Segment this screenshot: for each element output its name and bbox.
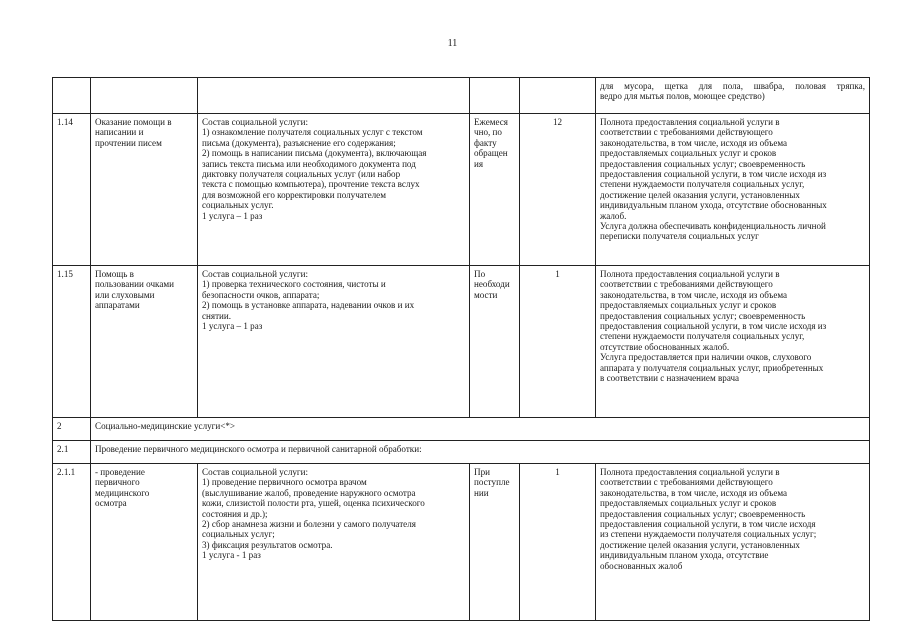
services-table-body xyxy=(53,78,870,621)
text-line: достижение целей оказания услуги, установленных xyxy=(600,189,800,200)
text-line: соответствии с требованиями действующего xyxy=(600,127,773,138)
text-line: мости xyxy=(474,289,498,300)
text-line: социальных услуг. xyxy=(202,200,274,211)
text-line: текста с помощью компьютера), прочтение текста вслух xyxy=(202,179,420,190)
text-line: 1 услуга – 1 раз xyxy=(202,210,263,221)
text-line: прочтении писем xyxy=(95,137,162,148)
text-line: состояния и др.); xyxy=(202,508,268,519)
text-line: 1) проведение первичного осмотра врачом xyxy=(202,477,367,488)
text-line: нии xyxy=(474,487,489,498)
services-table xyxy=(52,77,870,621)
text-line: Ежемеся xyxy=(474,117,508,127)
text-line: достижение целей оказания услуги, установленных xyxy=(600,539,800,550)
text-line: или слуховыми xyxy=(95,289,155,300)
text-line: снятии. xyxy=(202,310,232,321)
code-cell: 1.14 xyxy=(53,114,91,266)
section-row xyxy=(53,441,870,464)
quality-cell xyxy=(596,114,870,266)
text-line: ия xyxy=(474,158,484,169)
empty-cell xyxy=(470,78,520,114)
text-line: поступле xyxy=(474,477,510,488)
text-line: Состав социальной услуги: xyxy=(202,467,309,477)
text-line: законодательства, в том числе, исходя из объема xyxy=(600,487,788,498)
periodicity-cell xyxy=(470,464,520,621)
text-line: Состав социальной услуги: xyxy=(202,269,309,279)
text-line: 1 услуга - 1 раз xyxy=(202,550,261,561)
text-line: соответствии с требованиями действующего xyxy=(600,279,773,290)
text-line: для возможной его корректировки получателем xyxy=(202,189,386,200)
text-line: Помощь в xyxy=(95,269,134,279)
quality-cell xyxy=(596,78,870,114)
quality-cell xyxy=(596,266,870,418)
periodicity-cell xyxy=(470,266,520,418)
text-line: 1) проверка технического состояния, чистоты и xyxy=(202,279,386,290)
code-cell: 2 xyxy=(53,418,91,441)
text-line: предоставления социальной услуги, в том числе исходя из xyxy=(600,321,827,332)
code-cell: 1.15 xyxy=(53,266,91,418)
text-line: обоснованных жалоб xyxy=(600,560,683,571)
text-line: 2) помощь в написании письма (документа), включающая xyxy=(202,148,427,159)
text-line: запись текста письма или необходимого документа под xyxy=(202,158,416,169)
table-row xyxy=(53,114,870,266)
service-name-cell xyxy=(91,266,198,418)
text-line: 3) фиксация результатов осмотра. xyxy=(202,539,333,550)
text-line: обращен xyxy=(474,148,508,159)
quantity-cell: 12 xyxy=(520,114,596,266)
text-line: Полнота предоставления социальной услуги в xyxy=(600,117,780,127)
empty-cell xyxy=(198,78,470,114)
text-line: кожи, слизистой полости рта, ушей, оценка психического xyxy=(202,498,425,509)
text-line: 2) сбор анамнеза жизни и болезни у самого получателя xyxy=(202,519,416,530)
text-line: предоставления социальных услуг; своевременность xyxy=(600,158,806,169)
text-line: законодательства, в том числе, исходя из объема xyxy=(600,289,788,300)
text-line: 1) ознакомление получателя социальных услуг с текстом xyxy=(202,127,423,138)
text-line: степени нуждаемости получателя социальных услуг, xyxy=(600,331,805,342)
text-line: диктовку получателя социальных услуг (или набор xyxy=(202,169,401,180)
text-line: Услуга должна обеспечивать конфиденциальность личной xyxy=(600,221,826,232)
section-row xyxy=(53,418,870,441)
text-line: Состав социальной услуги: xyxy=(202,117,309,127)
text-line: медицинского xyxy=(95,487,150,498)
service-content-cell xyxy=(198,464,470,621)
page-number: 11 xyxy=(447,38,458,49)
text-line: законодательства, в том числе, исходя из объема xyxy=(600,137,788,148)
text-line: предоставления социальной услуги, в том числе исходя xyxy=(600,519,816,530)
text-line: аппаратами xyxy=(95,300,140,311)
empty-cell xyxy=(520,78,596,114)
text-line: первичного xyxy=(95,477,140,488)
section-title: Социально-медицинские услуги<*> xyxy=(91,418,870,441)
quantity-cell: 1 xyxy=(520,464,596,621)
code-cell: 2.1.1 xyxy=(53,464,91,621)
empty-cell xyxy=(53,78,91,114)
text-line: из степени нуждаемости получателя социальных услуг; xyxy=(600,529,817,540)
text-line: чно, по xyxy=(474,127,502,138)
text-line: аппарата у получателя социальных услуг, приобретенных xyxy=(600,362,824,373)
text-line: 2) помощь в установке аппарата, надевании очков и их xyxy=(202,300,415,311)
text-line: жалоб. xyxy=(600,210,627,221)
text-line: ведро для мытья полов, моющее средство) xyxy=(600,91,765,102)
quality-cell xyxy=(596,464,870,621)
text-line: Услуга предоставляется при наличии очков, слухового xyxy=(600,352,812,363)
text-line: необходи xyxy=(474,279,510,290)
text-line: в соответствии с назначением врача xyxy=(600,373,740,384)
service-name-cell xyxy=(91,464,198,621)
code-cell: 2.1 xyxy=(53,441,91,464)
text-line: предоставления социальных услуг; своевременность xyxy=(600,508,806,519)
text-line: предоставления социальных услуг; своевременность xyxy=(600,310,806,321)
service-name-cell xyxy=(91,114,198,266)
periodicity-cell xyxy=(470,114,520,266)
text-line: индивидуальным планом ухода, отсутствие xyxy=(600,550,769,561)
text-line: При xyxy=(474,467,490,477)
empty-cell xyxy=(91,78,198,114)
text-line: - проведение xyxy=(95,467,145,477)
text-line: Полнота предоставления социальной услуги в xyxy=(600,269,780,279)
text-line: отсутствие обоснованных жалоб. xyxy=(600,341,730,352)
text-line: предоставляемых социальных услуг и сроков xyxy=(600,300,777,311)
text-line: предоставления социальной услуги, в том числе исходя из xyxy=(600,169,827,180)
text-line: соответствии с требованиями действующего xyxy=(600,477,773,488)
text-line: 1 услуга – 1 раз xyxy=(202,321,263,332)
text-line: для мусора, щетка для пола, швабра, половая тряпка, xyxy=(600,81,865,91)
text-line: факту xyxy=(474,137,497,148)
table-row xyxy=(53,464,870,621)
service-content-cell xyxy=(198,114,470,266)
text-line: предоставляемых социальных услуг и сроков xyxy=(600,148,777,159)
text-line: безопасности очков, аппарата; xyxy=(202,289,320,300)
text-line: переписки получателя социальных услуг xyxy=(600,231,759,242)
section-title: Проведение первичного медицинского осмотра и первичной санитарной обработки: xyxy=(91,441,870,464)
text-line: (выслушивание жалоб, проведение наружного осмотра xyxy=(202,487,416,498)
table-row xyxy=(53,266,870,418)
text-line: По xyxy=(474,269,486,279)
service-content-cell xyxy=(198,266,470,418)
text-line: социальных услуг; xyxy=(202,529,275,540)
text-line: индивидуальным планом ухода, отсутствие обоснованных xyxy=(600,200,827,211)
text-line: предоставляемых социальных услуг и сроков xyxy=(600,498,777,509)
text-line: степени нуждаемости получателя социальных услуг, xyxy=(600,179,805,190)
text-line: осмотра xyxy=(95,498,127,509)
continuation-row xyxy=(53,78,870,114)
quantity-cell: 1 xyxy=(520,266,596,418)
text-line: написании и xyxy=(95,127,144,138)
text-line: пользовании очками xyxy=(95,279,174,290)
text-line: Оказание помощи в xyxy=(95,117,172,127)
text-line: Полнота предоставления социальной услуги в xyxy=(600,467,780,477)
text-line: письма (документа), разъяснение его содержания; xyxy=(202,137,396,148)
